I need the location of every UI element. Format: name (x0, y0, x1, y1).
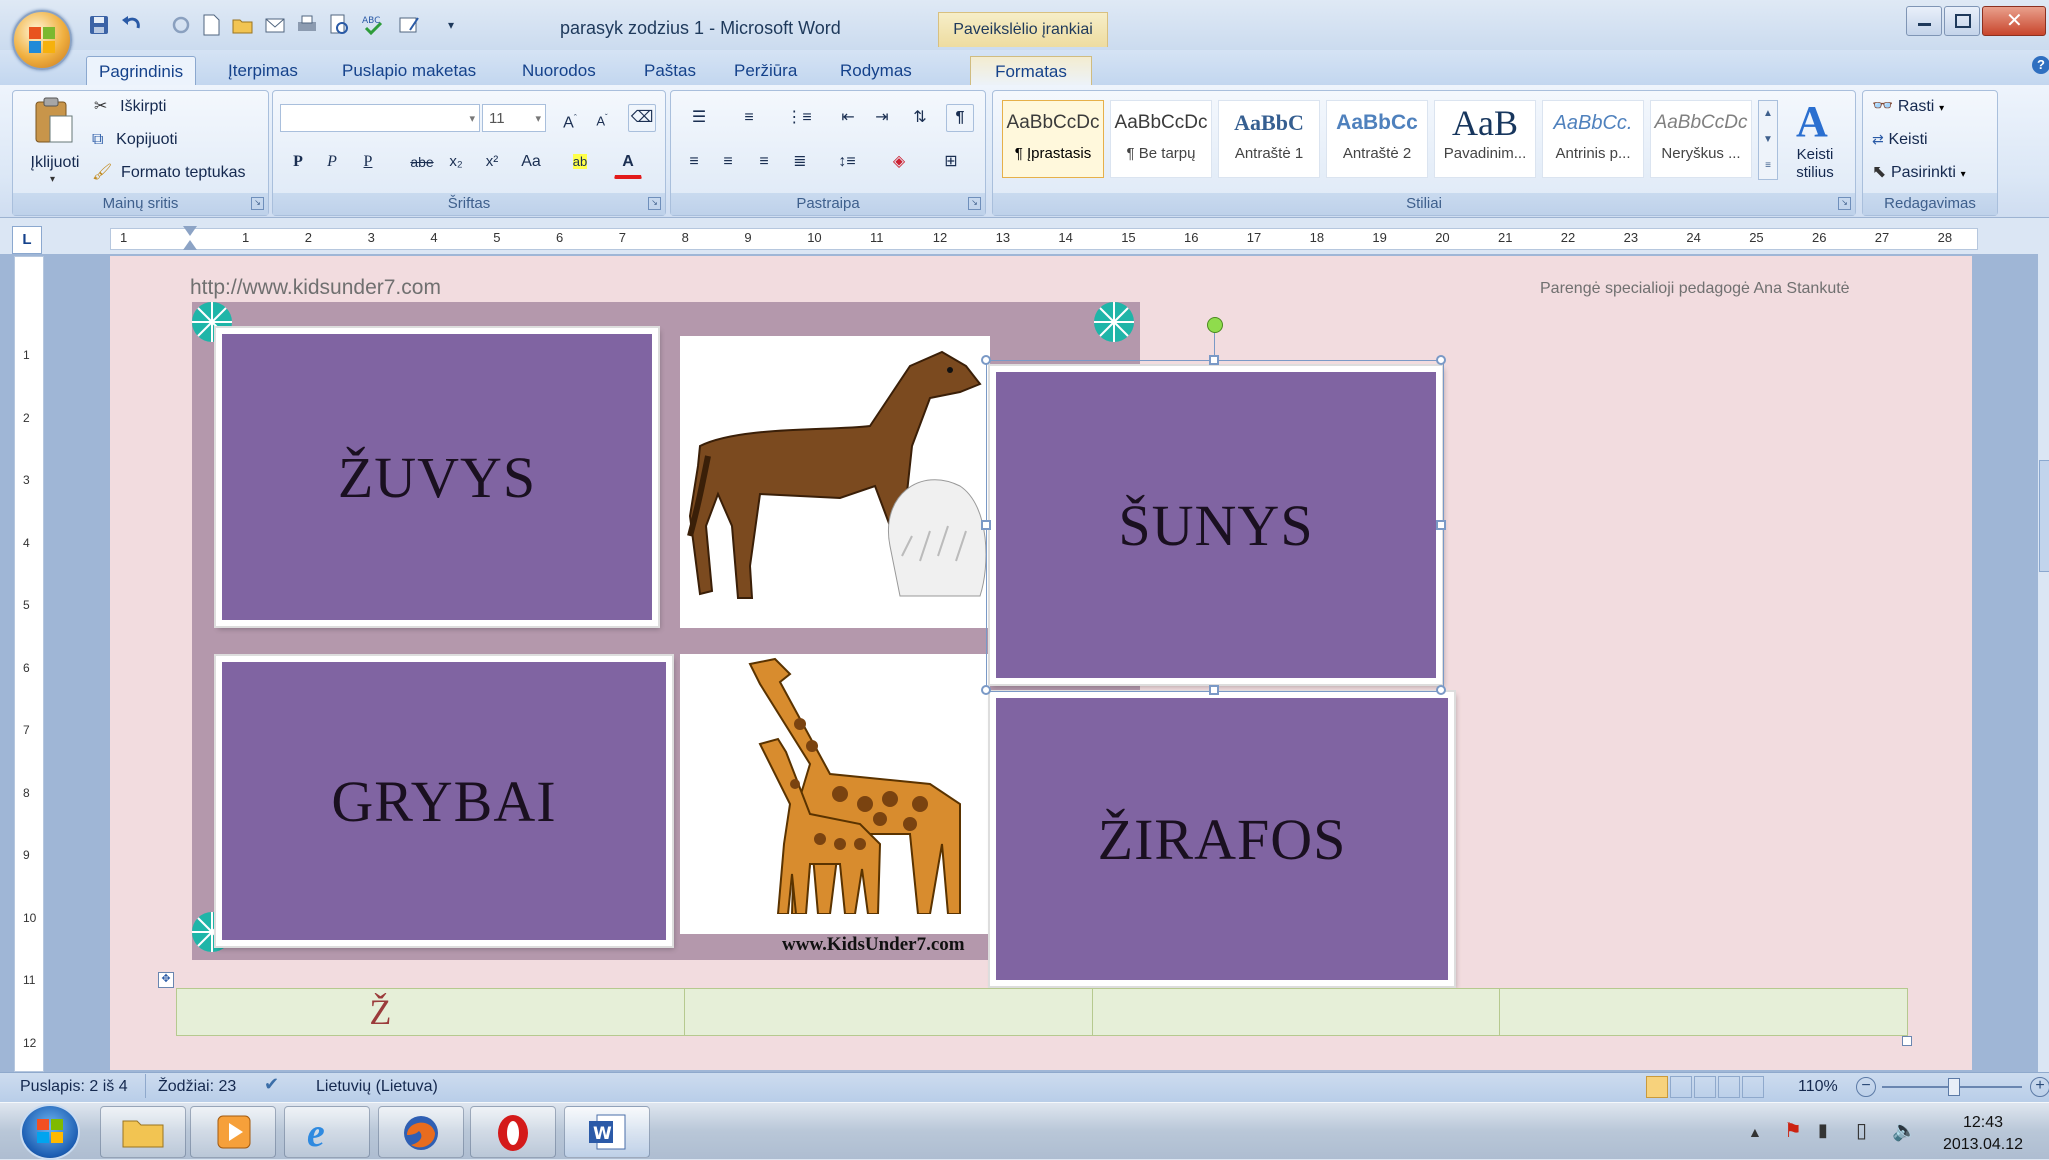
card-label: ŽUVYS (337, 444, 537, 510)
tab-mailings[interactable]: Paštas (644, 61, 696, 80)
taskbar-internet-explorer[interactable] (284, 1106, 370, 1158)
format-painter-label: Formato teptukas (121, 164, 246, 181)
ruler-number: 5 (23, 598, 30, 612)
word-card-zuvys[interactable] (216, 328, 658, 626)
binoculars-icon: 👓 (1872, 96, 1894, 115)
font-launcher-icon[interactable]: ↘ (648, 197, 661, 210)
style-preview: AaB (1452, 103, 1518, 143)
ruler-number: 15 (1121, 230, 1136, 245)
ruler-number: 27 (1874, 230, 1890, 245)
style-name: Neryškus ... (1661, 145, 1741, 162)
taskbar-explorer[interactable] (100, 1106, 186, 1158)
window-title: parasyk zodzius 1 - Microsoft Word (560, 18, 841, 38)
format-painter-button[interactable] (92, 162, 246, 186)
language-status[interactable]: Lietuvių (Lietuva) (316, 1078, 438, 1095)
style-heading-1[interactable] (1218, 100, 1320, 178)
header-author[interactable]: Parengė specialioji pedagogė Ana Stankutė (1540, 280, 1850, 297)
ruler-number: 9 (744, 230, 752, 245)
resize-handle-n[interactable] (1209, 355, 1219, 365)
scrollbar-thumb[interactable] (2039, 460, 2049, 572)
word-card-grybai[interactable] (216, 656, 672, 946)
dog-icon (680, 336, 990, 628)
style-heading-2[interactable] (1326, 100, 1428, 178)
subscript-button[interactable]: x₂ (449, 153, 463, 170)
format-painter-icon: 🖌 (92, 164, 113, 181)
web-layout-icon[interactable] (1694, 1076, 1716, 1098)
style-title[interactable] (1434, 100, 1536, 178)
picture-tools-header: Paveikslėlio įrankiai (938, 12, 1108, 47)
ruler-number: 17 (1246, 230, 1262, 245)
horizontal-ruler-numbers (0, 230, 2049, 248)
word-count[interactable]: Žodžiai: 23 (158, 1078, 237, 1095)
save-icon[interactable] (86, 12, 112, 38)
help-icon[interactable]: ? (2032, 56, 2049, 74)
customize-qat-icon[interactable]: ▾ (448, 18, 455, 32)
ruler-number: 9 (23, 848, 30, 862)
resize-handle-w[interactable] (981, 520, 991, 530)
office-button[interactable] (12, 10, 72, 70)
office-logo-icon (27, 25, 57, 55)
bold-button[interactable]: P (293, 153, 303, 170)
style-preview: AaBbCc. (1553, 112, 1633, 134)
find-label: Rasti (1897, 98, 1935, 115)
table-cell[interactable]: Ž (177, 989, 685, 1035)
ruler-number: 3 (23, 473, 30, 487)
undo-icon[interactable] (118, 12, 144, 38)
ruler-number: 3 (367, 230, 375, 245)
minimize-icon (1918, 23, 1931, 26)
card-label: GRYBAI (331, 768, 557, 834)
style-preview: AaBbCcDc (1654, 112, 1748, 133)
ruler-number: 4 (23, 535, 30, 550)
ruler-number: 1 (23, 348, 30, 362)
style-name: Antraštė 1 (1234, 145, 1304, 162)
style-name: ¶ Įprastasis (1014, 145, 1092, 162)
vertical-scrollbar[interactable] (2038, 254, 2049, 1072)
styles-group-label: Stiliai (993, 193, 1855, 215)
shrink-font-icon[interactable]: $A^ˇ$ (596, 113, 608, 129)
select-button[interactable] (1872, 162, 1966, 182)
taskbar-media-player[interactable] (190, 1106, 276, 1158)
font-group-label: Šriftas (273, 193, 665, 215)
taskbar-firefox[interactable] (378, 1106, 464, 1158)
tab-review[interactable]: Peržiūra (734, 61, 798, 80)
increase-indent-icon[interactable]: ⇥ (875, 109, 889, 126)
tab-view[interactable]: Rodymas (840, 61, 912, 80)
minimize-button[interactable] (1906, 6, 1942, 36)
style-subtitle[interactable] (1542, 100, 1644, 178)
clipboard-launcher-icon[interactable]: ↘ (251, 197, 264, 210)
taskbar-word[interactable] (564, 1106, 650, 1158)
media-player-icon (215, 1113, 253, 1151)
cut-label: Iškirpti (120, 98, 167, 115)
align-right-icon[interactable]: ≡ (759, 153, 769, 170)
cut-button[interactable] (94, 96, 166, 120)
resize-handle-ne[interactable] (1436, 355, 1446, 365)
ruler-number: 26 (1812, 230, 1827, 245)
numbering-icon[interactable]: ≡ (744, 109, 754, 126)
clear-format-icon[interactable]: ⌫ (628, 104, 656, 132)
print-preview-icon[interactable] (326, 12, 352, 38)
font-name-combo[interactable] (280, 104, 480, 132)
volume-icon[interactable]: 🔈 (1892, 1120, 1917, 1142)
windows-logo-icon (36, 1118, 64, 1144)
copy-label: Kopijuoti (116, 131, 178, 148)
action-center-icon[interactable]: ⚑ (1784, 1120, 1802, 1142)
ruler-number: 21 (1498, 230, 1513, 245)
show-marks-icon[interactable]: ¶ (946, 104, 974, 132)
image-watermark: www.KidsUnder7.com (782, 934, 965, 955)
font-size-value: 11 (489, 110, 505, 127)
proofing-icon[interactable]: ✔ (264, 1074, 280, 1094)
zoom-out-icon[interactable]: − (1856, 1077, 1876, 1097)
tab-page-layout[interactable]: Puslapio maketas (342, 61, 477, 80)
outline-icon[interactable] (1718, 1076, 1740, 1098)
style-preview: AaBbCcDc (1006, 112, 1100, 133)
multilevel-list-icon[interactable]: ⋮≡ (786, 109, 812, 126)
font-color-icon[interactable]: A (614, 148, 642, 179)
font-size-combo[interactable] (482, 104, 546, 132)
ruler-number: 19 (1372, 230, 1387, 245)
change-styles-icon: A (1796, 97, 1828, 146)
ruler-number: 24 (1686, 230, 1701, 245)
draw-table-icon[interactable] (396, 12, 422, 38)
svg-text:W: W (593, 1124, 612, 1144)
opera-icon (495, 1113, 531, 1153)
ruler-number: 2 (304, 230, 313, 245)
resize-handle-sw[interactable] (981, 685, 991, 695)
selection-frame (986, 360, 1444, 692)
tab-format[interactable]: Formatas (970, 56, 1092, 87)
replace-icon: ⇄ (1872, 131, 1884, 147)
ruler-number: 10 (23, 910, 37, 925)
word-icon (587, 1113, 627, 1151)
svg-text:ABC: ABC (362, 16, 381, 26)
styles-launcher-icon[interactable]: ↘ (1838, 197, 1851, 210)
change-case-button[interactable]: Aa (521, 153, 541, 170)
start-button[interactable] (20, 1104, 80, 1160)
style-name: Antraštė 2 (1342, 145, 1412, 162)
zoom-slider-thumb[interactable] (1948, 1078, 1960, 1096)
decrease-indent-icon[interactable]: ⇤ (841, 109, 855, 126)
ruler-number: 7 (618, 230, 627, 245)
redo-icon[interactable] (168, 12, 194, 38)
email-icon[interactable] (262, 12, 288, 38)
borders-icon[interactable]: ⊞ (944, 153, 958, 170)
resize-handle-e[interactable] (1436, 520, 1446, 530)
ruler-number: 25 (1749, 230, 1764, 245)
style-subtle-emphasis[interactable] (1650, 100, 1752, 178)
underline-button[interactable]: P (363, 153, 373, 170)
chevron-down-icon[interactable]: ▼ (1763, 134, 1773, 145)
table-cell[interactable] (1500, 989, 1907, 1035)
ie-icon: e (307, 1110, 325, 1155)
paragraph-group-label: Pastraipa (671, 193, 985, 215)
folder-icon (121, 1115, 165, 1149)
ruler-number: 2 (23, 410, 30, 425)
find-button[interactable] (1872, 96, 1944, 116)
ruler-number: 6 (23, 660, 30, 675)
ruler-number: 12 (23, 1035, 37, 1050)
ruler-number: 1 (120, 230, 128, 245)
taskbar-opera[interactable] (470, 1106, 556, 1158)
ruler-number: 8 (681, 230, 689, 245)
paragraph-launcher-icon[interactable]: ↘ (968, 197, 981, 210)
header-url[interactable]: http://www.kidsunder7.com (190, 276, 441, 299)
vertical-ruler-numbers (14, 256, 42, 1070)
resize-handle-s[interactable] (1209, 685, 1219, 695)
style-name: Pavadinim... (1443, 145, 1527, 162)
chevron-down-icon: ▾ (469, 113, 475, 125)
copy-button[interactable] (92, 129, 178, 153)
dog-picture[interactable] (680, 336, 990, 628)
print-icon[interactable] (294, 12, 320, 38)
clock[interactable] (1938, 1112, 2028, 1156)
copy-icon: ⧉ (92, 131, 104, 148)
draft-icon[interactable] (1742, 1076, 1764, 1098)
ruler-number: 6 (556, 230, 564, 245)
resize-handle-nw[interactable] (981, 355, 991, 365)
line-spacing-icon[interactable]: ↕≡ (838, 153, 856, 170)
close-icon: ✕ (2006, 10, 2023, 32)
style-no-spacing[interactable] (1110, 100, 1212, 178)
paste-button[interactable] (24, 94, 86, 192)
card-label: ŽIRAFOS (1097, 806, 1347, 872)
print-layout-icon[interactable] (1646, 1076, 1668, 1098)
paste-icon (32, 96, 76, 146)
editing-group-label: Redagavimas (1863, 193, 1997, 215)
clock-time: 12:43 (1962, 1114, 2004, 1131)
show-hidden-icons[interactable]: ▲ (1748, 1124, 1762, 1140)
shading-icon[interactable]: ◈ (892, 153, 906, 170)
tab-references[interactable]: Nuorodos (522, 61, 596, 80)
view-buttons (1646, 1076, 1764, 1098)
select-label: Pasirinkti (1890, 164, 1956, 181)
paste-dropdown-icon[interactable]: ▾ (50, 174, 56, 185)
tab-stop-selector[interactable]: L (12, 226, 42, 254)
ruler-number: 12 (932, 230, 948, 245)
style-preview: AaBbCcDc (1114, 112, 1208, 133)
resize-handle-se[interactable] (1436, 685, 1446, 695)
chevron-up-icon[interactable]: ▲ (1763, 108, 1773, 119)
scissors-icon: ✂ (94, 98, 108, 115)
left-indent-marker[interactable] (183, 240, 197, 250)
sort-icon[interactable]: ⇅ (913, 109, 927, 126)
restore-button[interactable] (1944, 6, 1980, 36)
chevron-down-icon: ▾ (535, 113, 541, 125)
style-preview: AaBbC (1234, 110, 1304, 135)
ruler-number: 28 (1937, 230, 1953, 245)
rotate-handle[interactable] (1207, 317, 1223, 333)
new-doc-icon[interactable] (198, 12, 224, 38)
zoom-level[interactable]: 110% (1798, 1078, 1838, 1095)
status-divider (145, 1074, 146, 1098)
clipboard-group-label: Mainų sritis (13, 193, 268, 215)
style-name: Antrinis p... (1555, 145, 1631, 162)
zoom-in-icon[interactable]: + (2030, 1077, 2049, 1097)
align-center-icon[interactable]: ≡ (723, 153, 733, 170)
styles-gallery-scroll[interactable] (1758, 100, 1778, 180)
italic-button[interactable]: P (327, 153, 337, 170)
ruler-number: 18 (1309, 230, 1325, 245)
answer-table[interactable] (176, 988, 1908, 1036)
ruler-number: 10 (807, 230, 822, 245)
open-icon[interactable] (230, 12, 256, 38)
ruler-number: 8 (23, 785, 30, 800)
teal-ornament-icon (1074, 300, 1140, 364)
highlight-icon[interactable]: ab (572, 154, 588, 169)
network-icon[interactable]: ▮ (1818, 1120, 1828, 1140)
chevron-down-icon: ▾ (1939, 103, 1945, 114)
grow-font-icon[interactable]: $A^ˆ$ (563, 113, 577, 132)
cursor-icon: ⬉ (1872, 162, 1887, 181)
full-screen-reading-icon[interactable] (1670, 1076, 1692, 1098)
paste-label: Įklijuoti (30, 154, 80, 171)
ruler-number: 4 (430, 230, 438, 245)
word-card-zirafos[interactable] (990, 692, 1454, 986)
align-left-icon[interactable]: ≡ (689, 153, 699, 170)
ruler-number: 11 (870, 230, 884, 245)
spelling-icon[interactable] (360, 12, 386, 38)
clock-date: 2013.04.12 (1942, 1136, 2024, 1153)
page-count[interactable]: Puslapis: 2 iš 4 (20, 1078, 128, 1095)
card-label: ŠUNYS (1118, 492, 1314, 558)
change-styles-button[interactable] (1782, 94, 1848, 192)
more-icon[interactable]: ≡ (1765, 160, 1771, 171)
giraffe-picture[interactable] (680, 654, 990, 934)
tab-home[interactable]: Pagrindinis (86, 56, 196, 87)
replace-label: Keisti (1888, 131, 1928, 148)
ruler-number: 16 (1184, 230, 1199, 245)
replace-button[interactable] (1872, 129, 1928, 149)
ruler-number: 20 (1435, 230, 1450, 245)
giraffe-icon (680, 654, 990, 914)
battery-icon[interactable]: ▯ (1856, 1120, 1868, 1142)
ruler-number: 1 (242, 230, 250, 245)
table-cell[interactable] (1093, 989, 1501, 1035)
ruler-number: 5 (493, 230, 501, 245)
style-normal[interactable] (1002, 100, 1104, 178)
ruler-number: 7 (23, 723, 30, 737)
bullets-icon[interactable]: ☰ (691, 109, 707, 126)
first-line-indent-marker[interactable] (183, 226, 197, 236)
ruler-number: 23 (1623, 230, 1639, 245)
superscript-button[interactable]: x² (485, 153, 499, 170)
style-preview: AaBbCc (1336, 111, 1418, 134)
strikethrough-button[interactable]: abe (410, 154, 434, 170)
ruler-number: 11 (23, 973, 36, 987)
ruler-number: 22 (1560, 230, 1576, 245)
tab-insert[interactable]: Įterpimas (228, 61, 298, 80)
chevron-down-icon: ▾ (1960, 169, 1966, 180)
close-button[interactable] (1982, 6, 2046, 36)
table-cell[interactable] (685, 989, 1093, 1035)
ruler-number: 14 (1058, 230, 1073, 245)
restore-icon (1955, 14, 1971, 28)
ruler-number: 13 (995, 230, 1011, 245)
table-resize-handle[interactable] (1902, 1036, 1912, 1046)
change-styles-label: Keisti stilius (1796, 146, 1834, 181)
style-name: ¶ Be tarpų (1126, 145, 1196, 162)
table-move-handle-icon[interactable]: ✥ (158, 972, 174, 988)
firefox-icon (401, 1113, 441, 1153)
justify-icon[interactable]: ≣ (793, 153, 807, 170)
